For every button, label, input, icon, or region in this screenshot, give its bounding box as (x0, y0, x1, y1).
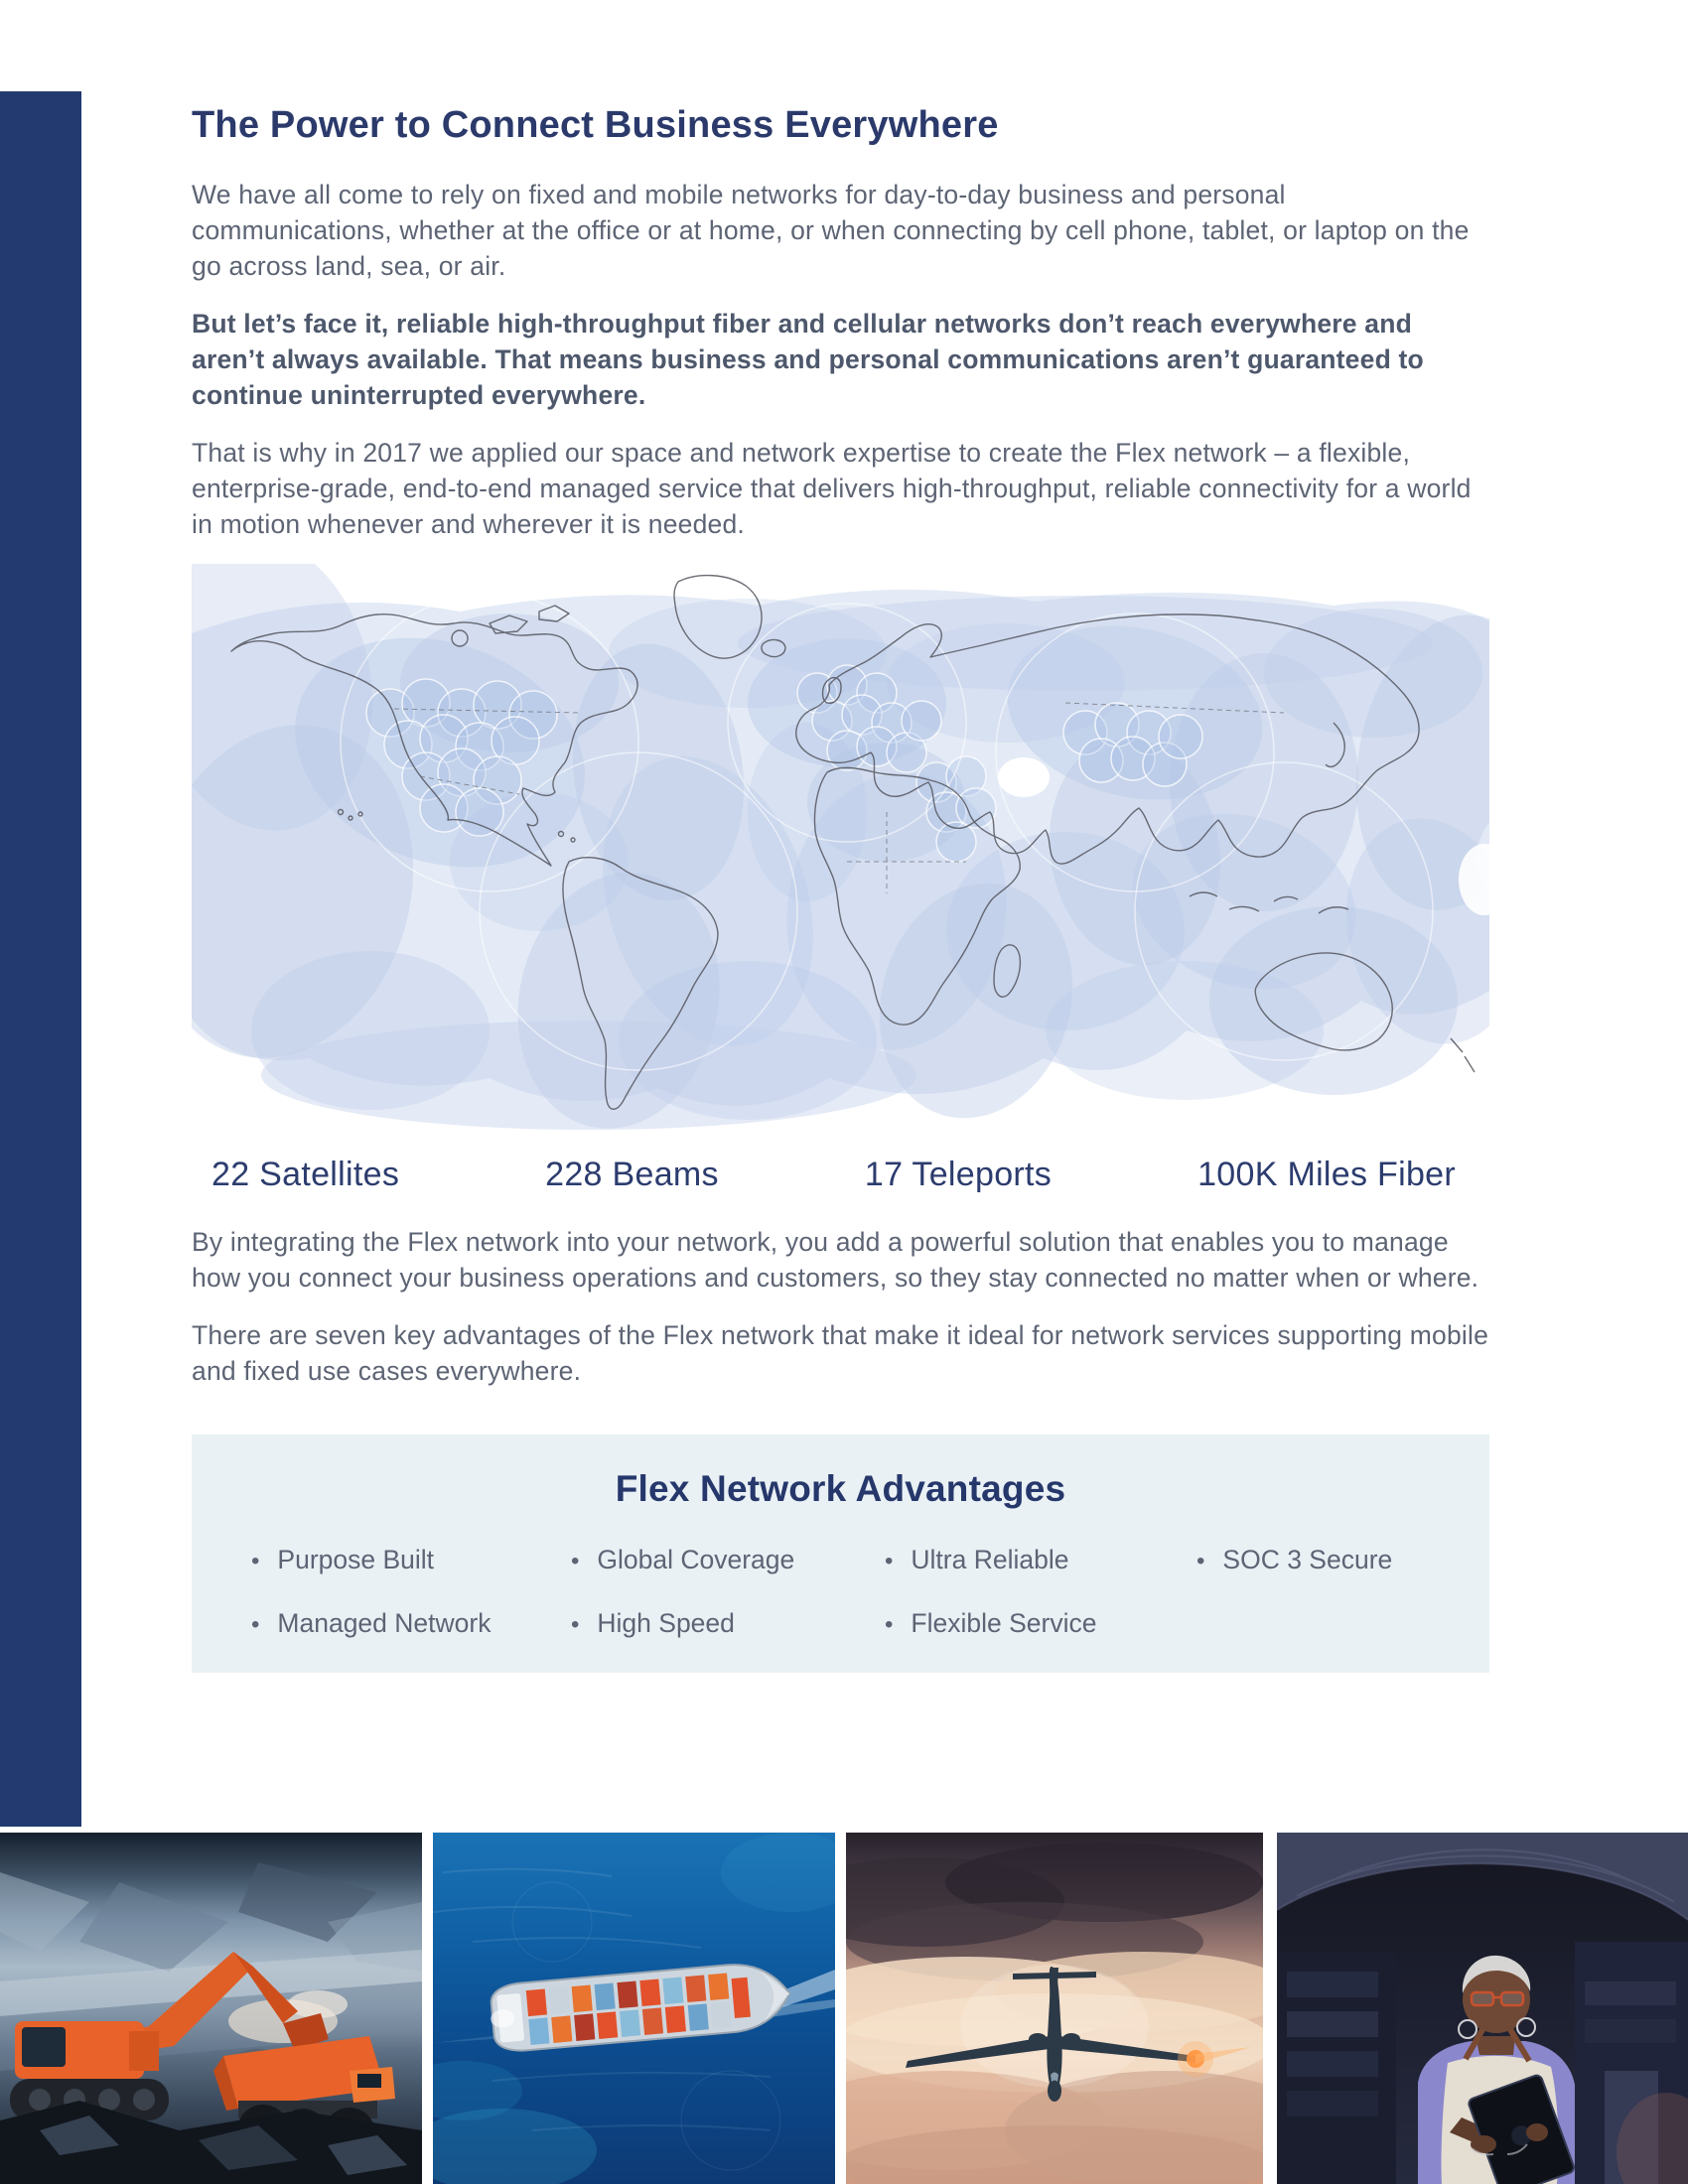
advantage-item (251, 1605, 571, 1643)
page-title: The Power to Connect Business Everywhere (192, 104, 999, 146)
network-stats-row (192, 1130, 1489, 1194)
bullet-icon: • (885, 1548, 894, 1574)
advantage-item (1196, 1542, 1466, 1579)
photo-business-jet (846, 1833, 1263, 2184)
advantage-label: Managed Network (277, 1608, 492, 1638)
photo-strip (0, 1833, 1688, 2184)
intro-paragraph-emphasis: But let’s face it, reliable high-throughput fiber and cellular networks don’t reach everywhere and aren’t always available. That means business and personal communications aren’t guaranteed to continue uninterrupted everywhere. (192, 309, 1424, 410)
bullet-icon: • (251, 1611, 260, 1638)
advantage-label: Ultra Reliable (911, 1545, 1069, 1574)
intro-paragraph-3: That is why in 2017 we applied our space and network expertise to create the Flex network – a flexible, enterprise-grade, end-to-end managed service that delivers high-throughput, reliable connectivity for a world in motion whenever and wherever it is needed. (192, 438, 1472, 539)
world-coverage-map (192, 564, 1489, 1130)
body-paragraph-2: There are seven key advantages of the Flex network that make it ideal for network services supporting mobile and fixed use cases everywhere. (192, 1320, 1489, 1386)
advantage-label: Global Coverage (597, 1545, 795, 1574)
advantage-item (251, 1542, 571, 1579)
main-content (192, 103, 1489, 1673)
advantage-item (885, 1605, 1196, 1643)
photo-worker-tablet (1277, 1833, 1688, 2184)
bullet-icon: • (885, 1611, 894, 1638)
bullet-icon: • (251, 1548, 260, 1574)
advantage-item (885, 1542, 1196, 1579)
advantage-label: Purpose Built (277, 1545, 435, 1574)
bullet-icon: • (571, 1548, 580, 1574)
advantage-item (571, 1542, 885, 1579)
stat-teleports: 17 Teleports (864, 1156, 1053, 1193)
intro-paragraph-1: We have all come to rely on fixed and mobile networks for day-to-day business and personal communications, whether at the office or at home, or when connecting by cell phone, tablet, or laptop on the go across land, sea, or air. (192, 180, 1470, 281)
advantage-item (571, 1605, 885, 1643)
advantage-label: SOC 3 Secure (1222, 1545, 1393, 1574)
advantages-panel (192, 1434, 1489, 1673)
advantage-label: High Speed (597, 1608, 735, 1638)
advantage-label: Flexible Service (911, 1608, 1097, 1638)
stat-satellites: 22 Satellites (211, 1156, 400, 1193)
body-paragraph-1: By integrating the Flex network into your network, you add a powerful solution that enables you to manage how you connect your business operations and customers, so they stay connected no matter when or where. (192, 1227, 1479, 1293)
photo-mining-excavator (0, 1833, 422, 2184)
bullet-icon: • (571, 1611, 580, 1638)
advantages-title: Flex Network Advantages (615, 1468, 1066, 1509)
stat-beams: 228 Beams (545, 1156, 719, 1193)
coverage-map-figure (192, 564, 1489, 1194)
advantages-grid (192, 1542, 1489, 1643)
photo-container-ship (433, 1833, 835, 2184)
stat-fiber-miles: 100K Miles Fiber (1197, 1156, 1456, 1193)
bullet-icon: • (1196, 1548, 1205, 1574)
left-accent-bar (0, 91, 81, 1827)
